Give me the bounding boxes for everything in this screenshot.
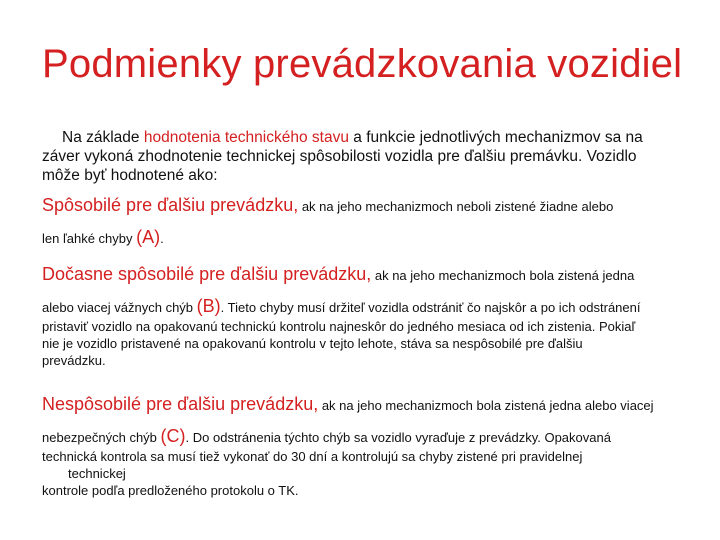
category-c-line-2 [42, 426, 692, 448]
category-a-line2-text: len ľahké chyby [42, 231, 137, 246]
category-c-line-3: technická kontrola sa musí tiež vykonať do 30 dní a kontrolujú sa chyby zistené pri pravidelnej [42, 449, 583, 464]
category-b-heading: Dočasne spôsobilé pre ďalšiu prevádzku, [42, 264, 372, 284]
category-c-line-1 [42, 392, 692, 418]
intro-line-3: môže byť hodnotené ako: [42, 167, 218, 184]
category-b-text: ak na jeho mechanizmoch bola zistená jedna [371, 268, 635, 283]
category-c-paragraph [42, 392, 692, 499]
intro-pre: Na základe [62, 129, 144, 146]
category-c-heading: Nespôsobilé pre ďalšiu prevádzku, [42, 394, 319, 414]
category-c-code: (C) [160, 426, 186, 446]
category-c-text: ak na jeho mechanizmoch bola zistená jedna alebo viacej [318, 398, 654, 413]
category-c-line2-text: nebezpečných chýb [42, 430, 161, 445]
category-b-paragraph [42, 262, 692, 369]
category-b-line2-post: . Tieto chyby musí držiteľ vozidla odstrániť čo najskôr a po ich odstránení [220, 300, 641, 315]
category-a-heading: Spôsobilé pre ďalšiu prevádzku, [42, 195, 299, 215]
category-c-line2-post: . Do odstránenia týchto chýb sa vozidlo vyraďuje z prevádzky. Opakovaná [185, 430, 611, 445]
category-b-code: (B) [196, 296, 221, 316]
intro-highlight: hodnotenia technického stavu [143, 129, 349, 146]
slide-title: Podmienky prevádzkovania vozidiel [42, 42, 683, 86]
category-c-line-4: technickej [68, 466, 126, 481]
category-a-line-2 [42, 227, 692, 249]
intro-line1-post: a funkcie jednotlivých mechanizmov sa na [348, 129, 643, 146]
category-a-text: ak na jeho mechanizmoch neboli zistené žiadne alebo [298, 199, 614, 214]
intro-paragraph [42, 128, 692, 185]
category-c-line-5: kontrole podľa predloženého protokolu o TK. [42, 483, 299, 498]
category-b-line2-text: alebo viacej vážnych chýb [42, 300, 197, 315]
category-b-line-3: pristaviť vozidlo na opakovanú technickú kontrolu najneskôr do jedného mesiaca od ich zistenia. Pokiaľ [42, 319, 636, 334]
category-a-end: . [160, 231, 164, 246]
intro-line-2: záver vykoná zhodnotenie technickej spôsobilosti vozidla pre ďalšiu premávku. Vozidlo [42, 148, 637, 165]
category-b-line-1 [42, 262, 692, 288]
category-b-line-4: nie je vozidlo pristavené na opakovanú kontrolu v tejto lehote, stáva sa nespôsobilé pre ďalšiu [42, 336, 583, 351]
category-a-line-1 [42, 193, 692, 219]
intro-line-1 [42, 128, 692, 147]
category-a-paragraph [42, 193, 692, 249]
category-b-line-5: prevádzku. [42, 353, 106, 368]
category-b-line-2 [42, 296, 692, 318]
category-a-code: (A) [136, 227, 161, 247]
